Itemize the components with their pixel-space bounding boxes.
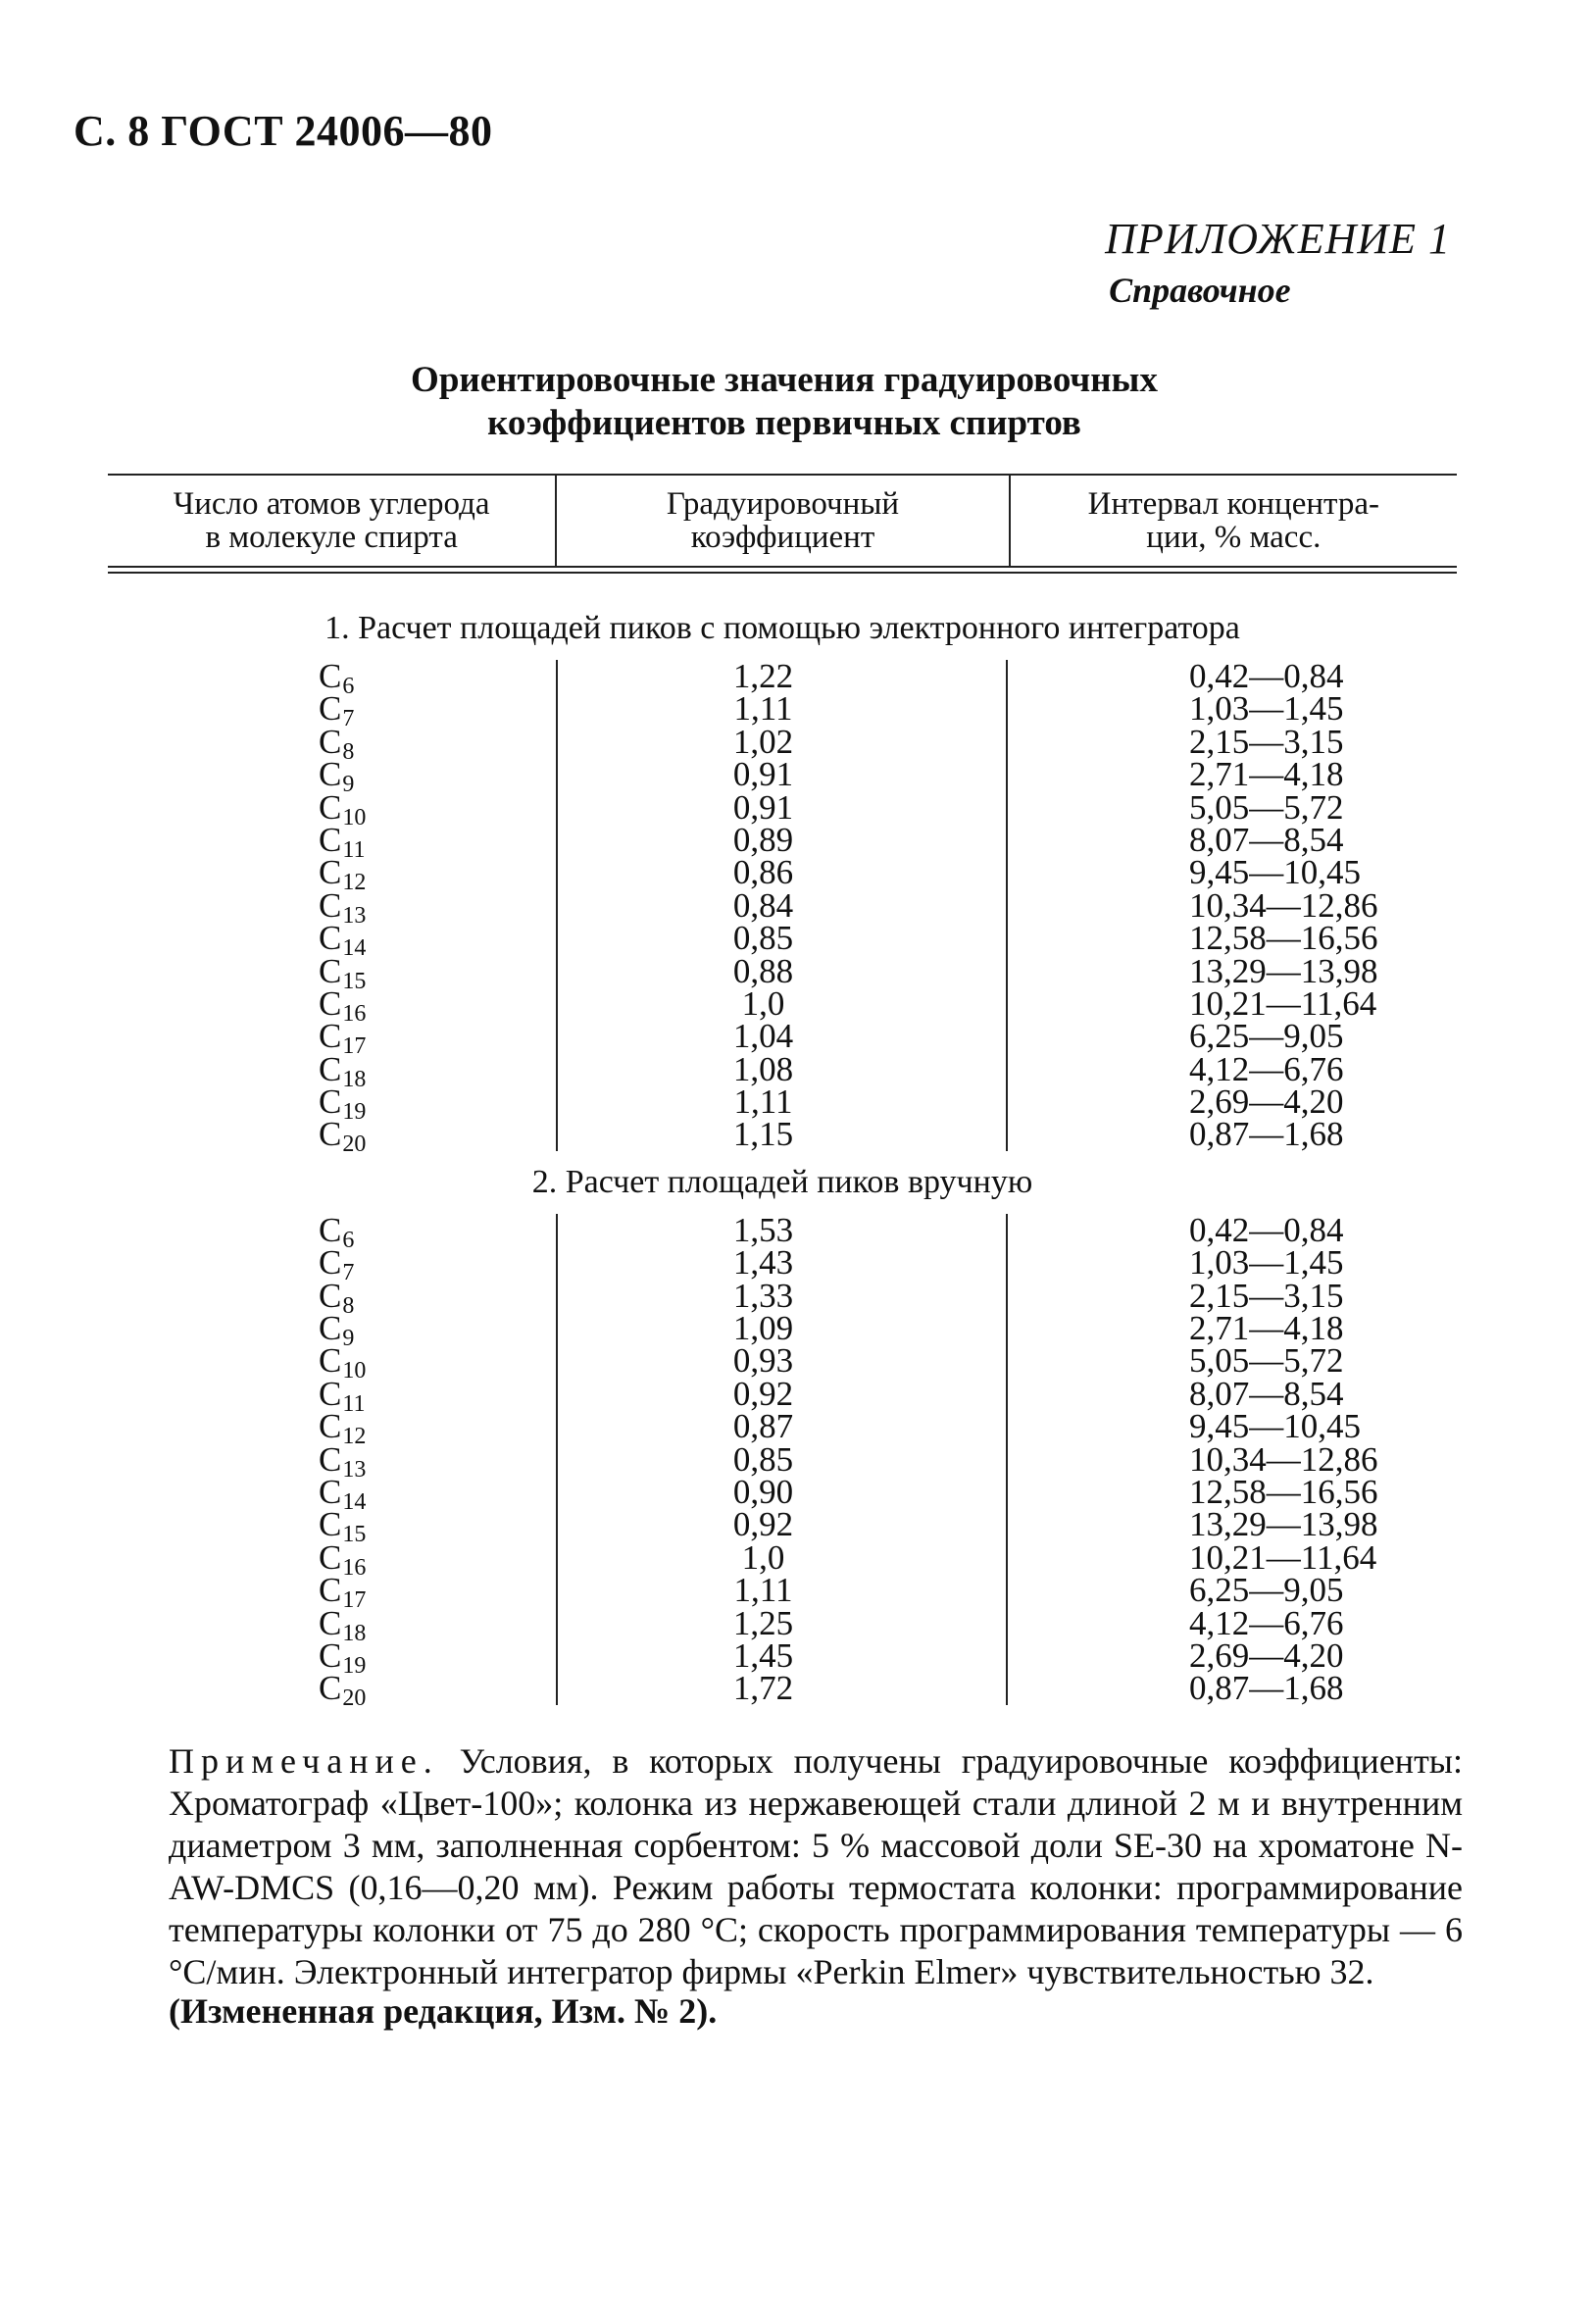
- carbon-cell: [319, 722, 556, 765]
- carbon-cell: [319, 1017, 556, 1060]
- coefficient-column: [556, 1210, 1008, 1708]
- coefficient-cell: 1,45: [732, 1635, 794, 1675]
- carbon-cell: [319, 1341, 556, 1384]
- coefficient-cell: 0,93: [732, 1341, 794, 1381]
- coefficient-cell: 1,09: [732, 1309, 794, 1348]
- carbon-cell: [319, 1669, 556, 1712]
- interval-cell: 1,03—1,45: [1189, 1243, 1344, 1283]
- carbon-cell: [319, 1571, 556, 1614]
- carbon-cell: [319, 1439, 556, 1483]
- coefficient-column: [556, 657, 1008, 1154]
- carbon-count: 8: [342, 738, 355, 765]
- interval-cell: 0,42—0,84: [1189, 657, 1344, 695]
- carbon-count: 15: [342, 1522, 367, 1548]
- carbon-symbol: C: [319, 1017, 342, 1056]
- carbon-symbol: C: [319, 1243, 342, 1283]
- carbon-cell: [319, 1603, 556, 1646]
- interval-cell: 0,87—1,68: [1189, 1115, 1344, 1154]
- appendix-label: [1105, 214, 1451, 311]
- coefficient-cell: 0,87: [732, 1407, 794, 1446]
- interval-cell: 8,07—8,54: [1189, 1374, 1344, 1413]
- carbon-symbol: C: [319, 1341, 342, 1381]
- coefficient-cell: 0,92: [732, 1374, 794, 1413]
- coefficient-cell: 0,91: [732, 787, 794, 827]
- coefficient-cell: 0,86: [732, 853, 794, 892]
- coefficient-cell: 1,02: [732, 722, 794, 761]
- interval-cell: 5,05—5,72: [1189, 1341, 1344, 1381]
- header-line: Градуировочный: [666, 486, 900, 522]
- carbon-column: [108, 657, 556, 1158]
- coefficient-cell: 1,08: [732, 1049, 794, 1088]
- interval-cell: 12,58—16,56: [1189, 919, 1378, 958]
- note-text: Условия, в которых получены градуировочные коэффициенты: Хроматограф «Цвет-100»; колонка из нержавеющей стали длиной 2 м и внутренним диаметром 3 мм, заполненная сорбентом: 5 % массовой доли SE-30 на хроматоне N-AW-DMCS (0,16—0,20 мм). Режим работы термостата колонки: программирование температуры колонки от 75 до 280 °С; скорость программирования температуры — 6 °С/мин. Электронный интегратор фирмы «Perkin Elmer» чувствительностью 32.: [169, 1741, 1463, 1991]
- carbon-count: 14: [342, 1488, 367, 1515]
- table-title-line: коэффициентов первичных спиртов: [487, 403, 1081, 443]
- carbon-count: 20: [342, 1132, 367, 1158]
- coefficient-cell: 1,33: [732, 1276, 794, 1315]
- note-paragraph: [169, 1740, 1463, 1993]
- carbon-symbol: C: [319, 1669, 342, 1708]
- carbon-symbol: C: [319, 983, 342, 1023]
- interval-cell: 13,29—13,98: [1189, 951, 1378, 990]
- carbon-cell: [319, 1115, 556, 1158]
- table-title-line: Ориентировочные значения градуировочных: [411, 360, 1158, 400]
- coefficient-cell: 1,15: [732, 1115, 794, 1154]
- carbon-symbol: C: [319, 885, 342, 925]
- coefficient-cell: 1,25: [732, 1603, 794, 1642]
- coefficient-cell: 0,92: [732, 1505, 794, 1544]
- carbon-count: 9: [342, 1326, 355, 1352]
- carbon-cell: [319, 919, 556, 962]
- change-note: (Измененная редакция, Изм. № 2).: [169, 1991, 718, 2031]
- carbon-cell: [319, 853, 556, 896]
- coefficients-table: [108, 474, 1457, 1712]
- carbon-cell: [319, 1210, 556, 1253]
- carbon-cell: [319, 1537, 556, 1581]
- interval-cell: 2,69—4,20: [1189, 1635, 1344, 1675]
- coefficient-cell: 1,22: [732, 657, 794, 695]
- interval-cell: 2,71—4,18: [1189, 1309, 1344, 1348]
- coefficient-cell: 1,11: [733, 1082, 793, 1122]
- interval-cell: 4,12—6,76: [1189, 1049, 1344, 1088]
- interval-cell: 10,34—12,86: [1189, 1439, 1378, 1479]
- carbon-count: 16: [342, 1554, 367, 1581]
- coefficient-cell: 1,53: [732, 1210, 794, 1249]
- coefficient-cell: 1,72: [732, 1669, 794, 1708]
- carbon-cell: [319, 657, 556, 699]
- coefficient-cell: 0,91: [732, 755, 794, 794]
- carbon-symbol: C: [319, 1537, 342, 1577]
- carbon-cell: [319, 820, 556, 863]
- carbon-symbol: C: [319, 689, 342, 729]
- interval-cell: 2,69—4,20: [1189, 1082, 1344, 1122]
- carbon-symbol: C: [319, 1439, 342, 1479]
- interval-cell: 2,71—4,18: [1189, 755, 1344, 794]
- carbon-cell: [319, 689, 556, 732]
- carbon-cell: [319, 1505, 556, 1548]
- carbon-cell: [319, 1635, 556, 1679]
- carbon-count: 13: [342, 1456, 367, 1483]
- carbon-cell: [319, 1049, 556, 1092]
- carbon-symbol: C: [319, 951, 342, 990]
- interval-cell: 12,58—16,56: [1189, 1472, 1378, 1511]
- carbon-cell: [319, 951, 556, 994]
- interval-cell: 2,15—3,15: [1189, 722, 1344, 761]
- carbon-count: 16: [342, 1000, 367, 1027]
- interval-cell: 0,42—0,84: [1189, 1210, 1344, 1249]
- carbon-cell: [319, 885, 556, 929]
- carbon-count: 7: [342, 1260, 355, 1286]
- carbon-count: 7: [342, 706, 355, 732]
- carbon-count: 13: [342, 902, 367, 929]
- carbon-symbol: C: [319, 1115, 342, 1154]
- carbon-count: 17: [342, 1033, 367, 1060]
- coefficient-cell: 0,88: [732, 951, 794, 990]
- coefficient-cell: 1,0: [741, 1537, 785, 1577]
- carbon-symbol: C: [319, 1374, 342, 1413]
- carbon-symbol: C: [319, 1407, 342, 1446]
- carbon-count: 17: [342, 1587, 367, 1614]
- carbon-cell: [319, 1472, 556, 1515]
- interval-cell: 6,25—9,05: [1189, 1017, 1344, 1056]
- interval-cell: 8,07—8,54: [1189, 820, 1344, 859]
- coefficient-cell: 1,04: [732, 1017, 794, 1056]
- carbon-symbol: C: [319, 1603, 342, 1642]
- header-line: в молекуле спирта: [205, 520, 458, 555]
- carbon-count: 12: [342, 870, 367, 896]
- carbon-cell: [319, 1309, 556, 1352]
- table-body: [108, 597, 1457, 1712]
- interval-column: [1008, 657, 1455, 1154]
- carbon-symbol: C: [319, 755, 342, 794]
- carbon-count: 20: [342, 1685, 367, 1712]
- carbon-cell: [319, 1243, 556, 1286]
- section-title: 2. Расчет площадей пиков вручную: [531, 1163, 1033, 1200]
- carbon-symbol: C: [319, 820, 342, 859]
- section-title: 1. Расчет площадей пиков с помощью электронного интегратора: [324, 610, 1240, 646]
- interval-column: [1008, 1210, 1455, 1708]
- coefficient-cell: 0,90: [732, 1472, 794, 1511]
- carbon-symbol: C: [319, 1571, 342, 1610]
- carbon-symbol: C: [319, 657, 342, 695]
- carbon-symbol: C: [319, 853, 342, 892]
- header-line: Интервал концентра-: [1087, 486, 1379, 522]
- coefficient-cell: 0,85: [732, 1439, 794, 1479]
- carbon-count: 9: [342, 772, 355, 798]
- header-interval: [1011, 476, 1457, 566]
- coefficient-cell: 1,11: [733, 689, 793, 729]
- interval-cell: 2,15—3,15: [1189, 1276, 1344, 1315]
- carbon-cell: [319, 755, 556, 798]
- carbon-symbol: C: [319, 1082, 342, 1122]
- carbon-symbol: C: [319, 1276, 342, 1315]
- carbon-cell: [319, 787, 556, 830]
- coefficient-cell: 1,11: [733, 1571, 793, 1610]
- carbon-symbol: C: [319, 787, 342, 827]
- carbon-count: 11: [342, 1390, 366, 1417]
- table-title: [0, 359, 1569, 445]
- header-line: коэффициент: [690, 520, 875, 555]
- interval-cell: 10,34—12,86: [1189, 885, 1378, 925]
- section-block: [108, 1210, 1457, 1712]
- header-coefficient: [555, 476, 1010, 566]
- carbon-count: 12: [342, 1424, 367, 1450]
- interval-cell: 1,03—1,45: [1189, 689, 1344, 729]
- carbon-symbol: C: [319, 1505, 342, 1544]
- carbon-symbol: C: [319, 1210, 342, 1249]
- appendix-subtitle: Справочное: [1109, 271, 1291, 310]
- interval-cell: 9,45—10,45: [1189, 1407, 1361, 1446]
- carbon-count: 14: [342, 935, 367, 962]
- header-line: ции, % масс.: [1146, 520, 1322, 555]
- carbon-count: 6: [342, 674, 355, 699]
- interval-cell: 5,05—5,72: [1189, 787, 1344, 827]
- table-header: [108, 474, 1457, 568]
- interval-cell: 0,87—1,68: [1189, 1669, 1344, 1708]
- carbon-count: 10: [342, 1358, 367, 1384]
- carbon-cell: [319, 1276, 556, 1319]
- interval-cell: 4,12—6,76: [1189, 1603, 1344, 1642]
- carbon-cell: [319, 1374, 556, 1417]
- carbon-count: 18: [342, 1066, 367, 1092]
- carbon-cell: [319, 1407, 556, 1450]
- carbon-cell: [319, 983, 556, 1027]
- header-line: Число атомов углерода: [173, 486, 490, 522]
- carbon-count: 8: [342, 1292, 355, 1319]
- coefficient-cell: 0,85: [732, 919, 794, 958]
- carbon-symbol: C: [319, 1049, 342, 1088]
- carbon-count: 10: [342, 804, 367, 830]
- coefficient-cell: 1,43: [732, 1243, 794, 1283]
- coefficient-cell: 0,84: [732, 885, 794, 925]
- note-label: Примечание.: [169, 1741, 439, 1781]
- carbon-symbol: C: [319, 919, 342, 958]
- coefficient-cell: 1,0: [741, 983, 785, 1023]
- coefficient-cell: 0,89: [732, 820, 794, 859]
- carbon-symbol: C: [319, 1472, 342, 1511]
- carbon-cell: [319, 1082, 556, 1126]
- header-carbon-count: [108, 476, 555, 566]
- carbon-count: 11: [342, 836, 366, 863]
- interval-cell: 10,21—11,64: [1189, 1537, 1377, 1577]
- interval-cell: 6,25—9,05: [1189, 1571, 1344, 1610]
- carbon-symbol: C: [319, 722, 342, 761]
- carbon-column: [108, 1210, 556, 1712]
- carbon-count: 18: [342, 1620, 367, 1646]
- carbon-count: 15: [342, 968, 367, 994]
- carbon-count: 6: [342, 1227, 355, 1253]
- interval-cell: 13,29—13,98: [1189, 1505, 1378, 1544]
- appendix-title: ПРИЛОЖЕНИЕ 1: [1105, 215, 1451, 263]
- carbon-count: 19: [342, 1099, 367, 1126]
- carbon-symbol: C: [319, 1309, 342, 1348]
- interval-cell: 10,21—11,64: [1189, 983, 1377, 1023]
- section-block: [108, 657, 1457, 1158]
- carbon-count: 19: [342, 1652, 367, 1679]
- carbon-symbol: C: [319, 1635, 342, 1675]
- interval-cell: 9,45—10,45: [1189, 853, 1361, 892]
- page-header: С. 8 ГОСТ 24006—80: [74, 107, 493, 155]
